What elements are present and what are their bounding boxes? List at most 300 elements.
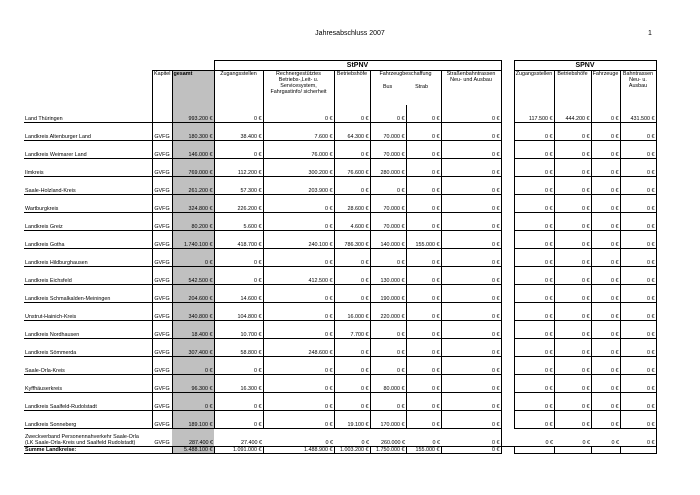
cell-st-strassenbahn: 0 €	[441, 249, 501, 267]
gap	[501, 393, 514, 411]
cell-st-strab: 0 €	[406, 411, 441, 429]
cell-sp-zugang: 0 €	[514, 357, 554, 375]
row-name: Land Thüringen	[24, 105, 152, 123]
cell-st-rbl: 240.100 €	[263, 231, 334, 249]
row-gesamt: 287.400 €	[172, 429, 214, 447]
cell-sp-bahntrassen: 0 €	[620, 339, 656, 357]
row-name: Unstrut-Hainich-Kreis	[24, 303, 152, 321]
row-kapitel: GVFG	[152, 285, 172, 303]
cell-sp-zugang: 0 €	[514, 213, 554, 231]
cell-st-betriebshoefe: 76.600 €	[334, 159, 370, 177]
row-kapitel: GVFG	[152, 195, 172, 213]
cell-st-betriebshoefe: 0 €	[334, 141, 370, 159]
row-name: Ilmkreis	[24, 159, 152, 177]
header-sp-betriebshoefe: Betriebshöfe	[554, 71, 591, 106]
header-st-strab: Strab	[415, 84, 429, 90]
cell-sp-fahrzeuge: 0 €	[591, 321, 620, 339]
cell-st-zugang: 0 €	[214, 105, 263, 123]
gap	[501, 285, 514, 303]
row-gesamt: 324.800 €	[172, 195, 214, 213]
cell-st-bus: 70.000 €	[370, 195, 406, 213]
cell-sp-zugang: 0 €	[514, 285, 554, 303]
cell-st-bus: 80.000 €	[370, 375, 406, 393]
row-name: Landkreis Hildburghausen	[24, 249, 152, 267]
cell-st-rbl: 0 €	[263, 357, 334, 375]
cell-st-strassenbahn: 0 €	[441, 339, 501, 357]
row-name: Saale-Orla-Kreis	[24, 357, 152, 375]
row-name: Landkreis Nordhausen	[24, 321, 152, 339]
header-sp-zugang: Zugangsstellen	[514, 71, 554, 106]
cell-st-strab: 0 €	[406, 339, 441, 357]
cell-st-bus: 70.000 €	[370, 141, 406, 159]
row-gesamt: 0 €	[172, 393, 214, 411]
table-row	[24, 159, 656, 177]
cell-sp-betriebshoefe: 0 €	[554, 177, 591, 195]
cell-sp-fahrzeuge: 0 €	[591, 411, 620, 429]
row-gesamt: 204.600 €	[172, 285, 214, 303]
cell-st-bus: 170.000 €	[370, 411, 406, 429]
sum-sp-betriebshoefe	[554, 447, 591, 454]
cell-st-strab: 0 €	[406, 303, 441, 321]
cell-sp-fahrzeuge: 0 €	[591, 285, 620, 303]
cell-sp-betriebshoefe: 0 €	[554, 321, 591, 339]
cell-sp-fahrzeuge: 0 €	[591, 123, 620, 141]
cell-sp-bahntrassen: 0 €	[620, 267, 656, 285]
cell-st-betriebshoefe: 28.600 €	[334, 195, 370, 213]
cell-st-strab: 0 €	[406, 105, 441, 123]
cell-st-strab: 0 €	[406, 177, 441, 195]
gap	[501, 375, 514, 393]
cell-sp-fahrzeuge: 0 €	[591, 303, 620, 321]
header-sp-fahrzeuge: Fahrzeuge	[591, 71, 620, 106]
page-title: Jahresabschluss 2007	[315, 30, 385, 37]
cell-sp-betriebshoefe: 444.200 €	[554, 105, 591, 123]
cell-st-strab: 0 €	[406, 285, 441, 303]
cell-sp-bahntrassen: 0 €	[620, 375, 656, 393]
gap	[501, 195, 514, 213]
cell-st-zugang: 57.300 €	[214, 177, 263, 195]
group-stpnv: StPNV	[214, 61, 501, 71]
cell-st-betriebshoefe: 0 €	[334, 393, 370, 411]
cell-sp-zugang: 0 €	[514, 195, 554, 213]
cell-sp-bahntrassen: 0 €	[620, 177, 656, 195]
cell-sp-betriebshoefe: 0 €	[554, 123, 591, 141]
row-name: Landkreis Schmalkalden-Meiningen	[24, 285, 152, 303]
cell-sp-bahntrassen: 0 €	[620, 159, 656, 177]
cell-sp-zugang: 0 €	[514, 303, 554, 321]
header-kapitel: Kapitel	[152, 71, 172, 106]
gap	[501, 249, 514, 267]
row-name: Landkreis Eichsfeld	[24, 267, 152, 285]
cell-st-strassenbahn: 0 €	[441, 429, 501, 447]
cell-st-strab: 0 €	[406, 393, 441, 411]
table-row-zweckverband	[24, 429, 656, 447]
row-kapitel: GVFG	[152, 357, 172, 375]
cell-sp-betriebshoefe: 0 €	[554, 285, 591, 303]
gap	[501, 303, 514, 321]
gap	[501, 105, 514, 123]
cell-st-strassenbahn: 0 €	[441, 321, 501, 339]
row-name: Landkreis Saalfeld-Rudolstadt	[24, 393, 152, 411]
header-gesamt: gesamt	[172, 71, 214, 106]
cell-sp-zugang: 0 €	[514, 267, 554, 285]
row-name: Landkreis Greiz	[24, 213, 152, 231]
row-kapitel: GVFG	[152, 429, 172, 447]
cell-sp-zugang: 0 €	[514, 339, 554, 357]
cell-st-strassenbahn: 0 €	[441, 105, 501, 123]
cell-st-zugang: 0 €	[214, 393, 263, 411]
cell-st-rbl: 0 €	[263, 213, 334, 231]
gap	[501, 339, 514, 357]
cell-st-strab: 0 €	[406, 429, 441, 447]
gap	[501, 159, 514, 177]
table-row	[24, 285, 656, 303]
gap	[501, 267, 514, 285]
cell-st-rbl: 0 €	[263, 429, 334, 447]
row-gesamt: 18.400 €	[172, 321, 214, 339]
cell-sp-bahntrassen: 0 €	[620, 141, 656, 159]
cell-st-betriebshoefe: 4.600 €	[334, 213, 370, 231]
cell-sp-fahrzeuge: 0 €	[591, 213, 620, 231]
cell-st-rbl: 0 €	[263, 411, 334, 429]
row-kapitel: GVFG	[152, 393, 172, 411]
cell-sp-fahrzeuge: 0 €	[591, 375, 620, 393]
row-name: Landkreis Gotha	[24, 231, 152, 249]
sum-sp-zugang	[514, 447, 554, 454]
cell-st-zugang: 226.200 €	[214, 195, 263, 213]
cell-st-rbl: 7.600 €	[263, 123, 334, 141]
table-row	[24, 249, 656, 267]
gap	[501, 141, 514, 159]
header-st-bus: Bus	[382, 84, 393, 90]
cell-sp-zugang: 0 €	[514, 393, 554, 411]
cell-sp-fahrzeuge: 0 €	[591, 141, 620, 159]
row-gesamt: 769.000 €	[172, 159, 214, 177]
funding-table	[24, 60, 657, 454]
cell-sp-zugang: 0 €	[514, 375, 554, 393]
row-gesamt: 80.200 €	[172, 213, 214, 231]
cell-st-bus: 0 €	[370, 393, 406, 411]
cell-st-rbl: 0 €	[263, 321, 334, 339]
cell-st-bus: 140.000 €	[370, 231, 406, 249]
row-name-line1: Zweckverband Personennahverkehr Saale-Orla	[25, 434, 139, 440]
cell-sp-zugang: 0 €	[514, 177, 554, 195]
gap	[501, 123, 514, 141]
header-sp-bahntrassen: Bahntrassen Neu- u. Ausbau	[620, 71, 656, 106]
cell-st-zugang: 38.400 €	[214, 123, 263, 141]
cell-st-zugang: 0 €	[214, 411, 263, 429]
cell-st-strab: 0 €	[406, 159, 441, 177]
cell-st-betriebshoefe: 0 €	[334, 267, 370, 285]
group-header-row	[24, 61, 656, 71]
cell-sp-bahntrassen: 0 €	[620, 249, 656, 267]
cell-st-betriebshoefe: 16.000 €	[334, 303, 370, 321]
table-row	[24, 213, 656, 231]
cell-sp-zugang: 0 €	[514, 321, 554, 339]
cell-st-strab: 155.000 €	[406, 231, 441, 249]
gap	[501, 447, 514, 454]
cell-sp-bahntrassen: 0 €	[620, 195, 656, 213]
cell-sp-zugang: 0 €	[514, 231, 554, 249]
cell-st-zugang: 0 €	[214, 357, 263, 375]
cell-st-zugang: 0 €	[214, 141, 263, 159]
cell-sp-zugang: 0 €	[514, 411, 554, 429]
cell-sp-bahntrassen: 0 €	[620, 303, 656, 321]
row-gesamt: 340.800 €	[172, 303, 214, 321]
cell-st-strab: 0 €	[406, 357, 441, 375]
cell-st-bus: 0 €	[370, 105, 406, 123]
row-name: Saale-Holzland-Kreis	[24, 177, 152, 195]
row-kapitel: GVFG	[152, 231, 172, 249]
header-st-zugang: Zugangsstellen	[214, 71, 263, 106]
sum-sp-bahntrassen	[620, 447, 656, 454]
cell-st-strassenbahn: 0 €	[441, 411, 501, 429]
cell-sp-betriebshoefe: 0 €	[554, 141, 591, 159]
cell-st-strab: 0 €	[406, 249, 441, 267]
cell-st-betriebshoefe: 0 €	[334, 375, 370, 393]
cell-sp-betriebshoefe: 0 €	[554, 411, 591, 429]
cell-sp-fahrzeuge: 0 €	[591, 357, 620, 375]
row-gesamt: 1.740.100 €	[172, 231, 214, 249]
cell-st-strassenbahn: 0 €	[441, 141, 501, 159]
cell-sp-betriebshoefe: 0 €	[554, 213, 591, 231]
row-name	[24, 429, 152, 447]
cell-st-strassenbahn: 0 €	[441, 357, 501, 375]
sum-gesamt: 5.488.100 €	[172, 447, 214, 454]
cell-sp-zugang: 117.500 €	[514, 105, 554, 123]
gap	[501, 411, 514, 429]
gap	[501, 177, 514, 195]
cell-st-rbl: 0 €	[263, 375, 334, 393]
row-kapitel: GVFG	[152, 249, 172, 267]
cell-st-betriebshoefe: 0 €	[334, 177, 370, 195]
cell-sp-betriebshoefe: 0 €	[554, 195, 591, 213]
cell-st-betriebshoefe: 0 €	[334, 285, 370, 303]
column-header-row	[24, 71, 656, 106]
cell-st-strassenbahn: 0 €	[441, 213, 501, 231]
table-row	[24, 375, 656, 393]
cell-st-strassenbahn: 0 €	[441, 177, 501, 195]
table-row	[24, 339, 656, 357]
cell-st-rbl: 300.200 €	[263, 159, 334, 177]
cell-st-strab: 0 €	[406, 141, 441, 159]
row-kapitel: GVFG	[152, 141, 172, 159]
cell-st-betriebshoefe: 0 €	[334, 339, 370, 357]
sum-row	[24, 447, 656, 454]
sum-st-bus: 1.750.000 €	[370, 447, 406, 454]
cell-st-zugang: 14.600 €	[214, 285, 263, 303]
gap	[501, 357, 514, 375]
row-kapitel: GVFG	[152, 177, 172, 195]
cell-st-betriebshoefe: 0 €	[334, 429, 370, 447]
cell-st-bus: 220.000 €	[370, 303, 406, 321]
cell-st-zugang: 112.200 €	[214, 159, 263, 177]
header-st-rbl: Rechnergestütztes Betriebs-,Leit- u. Servicesystem, Fahrgastinfo/ sicherheit	[263, 71, 334, 106]
cell-st-strab: 0 €	[406, 321, 441, 339]
cell-st-betriebshoefe: 0 €	[334, 105, 370, 123]
gap	[501, 231, 514, 249]
row-gesamt: 0 €	[172, 357, 214, 375]
cell-st-rbl: 412.500 €	[263, 267, 334, 285]
cell-sp-bahntrassen: 431.500 €	[620, 105, 656, 123]
row-name: Wartburgkreis	[24, 195, 152, 213]
row-kapitel: GVFG	[152, 411, 172, 429]
cell-sp-fahrzeuge: 0 €	[591, 339, 620, 357]
cell-st-rbl: 248.600 €	[263, 339, 334, 357]
cell-sp-betriebshoefe: 0 €	[554, 303, 591, 321]
cell-st-betriebshoefe: 19.100 €	[334, 411, 370, 429]
table-row	[24, 321, 656, 339]
cell-st-betriebshoefe: 64.300 €	[334, 123, 370, 141]
cell-sp-zugang: 0 €	[514, 123, 554, 141]
cell-st-strassenbahn: 0 €	[441, 195, 501, 213]
cell-st-strassenbahn: 0 €	[441, 303, 501, 321]
row-name: Landkreis Sömmerda	[24, 339, 152, 357]
cell-st-strab: 0 €	[406, 213, 441, 231]
cell-sp-fahrzeuge: 0 €	[591, 159, 620, 177]
row-gesamt: 0 €	[172, 249, 214, 267]
cell-st-strassenbahn: 0 €	[441, 123, 501, 141]
cell-st-zugang: 5.600 €	[214, 213, 263, 231]
page-number: 1	[648, 30, 652, 37]
cell-sp-betriebshoefe: 0 €	[554, 159, 591, 177]
sum-st-zugang: 1.091.000 €	[214, 447, 263, 454]
cell-sp-zugang: 0 €	[514, 141, 554, 159]
cell-sp-bahntrassen: 0 €	[620, 231, 656, 249]
cell-st-zugang: 16.300 €	[214, 375, 263, 393]
row-gesamt: 96.300 €	[172, 375, 214, 393]
cell-st-strassenbahn: 0 €	[441, 159, 501, 177]
cell-st-strassenbahn: 0 €	[441, 285, 501, 303]
row-kapitel: GVFG	[152, 303, 172, 321]
cell-sp-betriebshoefe: 0 €	[554, 375, 591, 393]
cell-st-bus: 260.000 €	[370, 429, 406, 447]
row-gesamt: 307.400 €	[172, 339, 214, 357]
table-row	[24, 357, 656, 375]
cell-st-strab: 0 €	[406, 267, 441, 285]
row-gesamt: 261.200 €	[172, 177, 214, 195]
table-row	[24, 141, 656, 159]
gap	[501, 429, 514, 447]
cell-st-bus: 0 €	[370, 339, 406, 357]
row-kapitel: GVFG	[152, 213, 172, 231]
cell-st-betriebshoefe: 7.700 €	[334, 321, 370, 339]
cell-st-zugang: 27.400 €	[214, 429, 263, 447]
cell-st-rbl: 76.000 €	[263, 141, 334, 159]
cell-st-strassenbahn: 0 €	[441, 267, 501, 285]
row-kapitel: GVFG	[152, 375, 172, 393]
cell-sp-fahrzeuge: 0 €	[591, 177, 620, 195]
row-kapitel: GVFG	[152, 159, 172, 177]
table-row	[24, 105, 656, 123]
cell-sp-bahntrassen: 0 €	[620, 123, 656, 141]
table-row	[24, 303, 656, 321]
cell-st-strassenbahn: 0 €	[441, 393, 501, 411]
row-kapitel: GVFG	[152, 321, 172, 339]
cell-sp-betriebshoefe: 0 €	[554, 339, 591, 357]
cell-st-bus: 0 €	[370, 357, 406, 375]
cell-st-bus: 70.000 €	[370, 123, 406, 141]
row-name: Kyffhäuserkreis	[24, 375, 152, 393]
cell-sp-bahntrassen: 0 €	[620, 393, 656, 411]
cell-st-strab: 0 €	[406, 123, 441, 141]
cell-st-rbl: 0 €	[263, 249, 334, 267]
cell-st-rbl: 0 €	[263, 105, 334, 123]
group-spnv: SPNV	[514, 61, 656, 71]
cell-st-zugang: 0 €	[214, 267, 263, 285]
row-gesamt: 542.500 €	[172, 267, 214, 285]
cell-st-betriebshoefe: 786.300 €	[334, 231, 370, 249]
cell-sp-fahrzeuge: 0 €	[591, 195, 620, 213]
cell-st-bus: 0 €	[370, 321, 406, 339]
header-st-betriebshoefe: Betriebshöfe	[334, 71, 370, 106]
cell-st-strassenbahn: 0 €	[441, 231, 501, 249]
cell-st-bus: 0 €	[370, 177, 406, 195]
row-gesamt: 189.100 €	[172, 411, 214, 429]
table-row	[24, 231, 656, 249]
cell-sp-zugang: 0 €	[514, 159, 554, 177]
header-st-fahrzeug	[370, 71, 441, 106]
cell-sp-fahrzeuge: 0 €	[591, 429, 620, 447]
cell-sp-bahntrassen: 0 €	[620, 321, 656, 339]
cell-st-strassenbahn: 0 €	[441, 375, 501, 393]
cell-sp-zugang: 0 €	[514, 429, 554, 447]
sum-sp-fahrzeuge	[591, 447, 620, 454]
cell-sp-bahntrassen: 0 €	[620, 357, 656, 375]
row-kapitel: GVFG	[152, 123, 172, 141]
cell-st-strab: 0 €	[406, 195, 441, 213]
sum-label: Summe Landkreise:	[24, 447, 172, 454]
sum-st-betriebshoefe: 1.003.200 €	[334, 447, 370, 454]
cell-st-zugang: 0 €	[214, 249, 263, 267]
cell-st-zugang: 10.700 €	[214, 321, 263, 339]
row-kapitel	[152, 105, 172, 123]
cell-sp-zugang: 0 €	[514, 249, 554, 267]
cell-st-rbl: 0 €	[263, 195, 334, 213]
cell-sp-betriebshoefe: 0 €	[554, 393, 591, 411]
cell-sp-fahrzeuge: 0 €	[591, 267, 620, 285]
table-row	[24, 177, 656, 195]
cell-st-betriebshoefe: 0 €	[334, 249, 370, 267]
cell-st-bus: 190.000 €	[370, 285, 406, 303]
cell-sp-betriebshoefe: 0 €	[554, 429, 591, 447]
table-row	[24, 123, 656, 141]
gap	[501, 321, 514, 339]
cell-sp-fahrzeuge: 0 €	[591, 249, 620, 267]
cell-st-rbl: 0 €	[263, 303, 334, 321]
cell-st-zugang: 418.700 €	[214, 231, 263, 249]
sum-st-strab: 155.000 €	[406, 447, 441, 454]
table-row	[24, 411, 656, 429]
cell-sp-bahntrassen: 0 €	[620, 429, 656, 447]
row-gesamt: 993.200 €	[172, 105, 214, 123]
row-gesamt: 146.000 €	[172, 141, 214, 159]
cell-sp-bahntrassen: 0 €	[620, 411, 656, 429]
sum-st-rbl: 1.488.900 €	[263, 447, 334, 454]
cell-st-bus: 70.000 €	[370, 213, 406, 231]
cell-st-rbl: 0 €	[263, 393, 334, 411]
cell-sp-betriebshoefe: 0 €	[554, 357, 591, 375]
cell-st-bus: 280.000 €	[370, 159, 406, 177]
row-name: Landkreis Altenburger Land	[24, 123, 152, 141]
table-row	[24, 195, 656, 213]
cell-st-zugang: 58.800 €	[214, 339, 263, 357]
cell-sp-betriebshoefe: 0 €	[554, 249, 591, 267]
cell-sp-fahrzeuge: 0 €	[591, 231, 620, 249]
cell-sp-bahntrassen: 0 €	[620, 213, 656, 231]
cell-sp-fahrzeuge: 0 €	[591, 105, 620, 123]
cell-st-zugang: 104.800 €	[214, 303, 263, 321]
